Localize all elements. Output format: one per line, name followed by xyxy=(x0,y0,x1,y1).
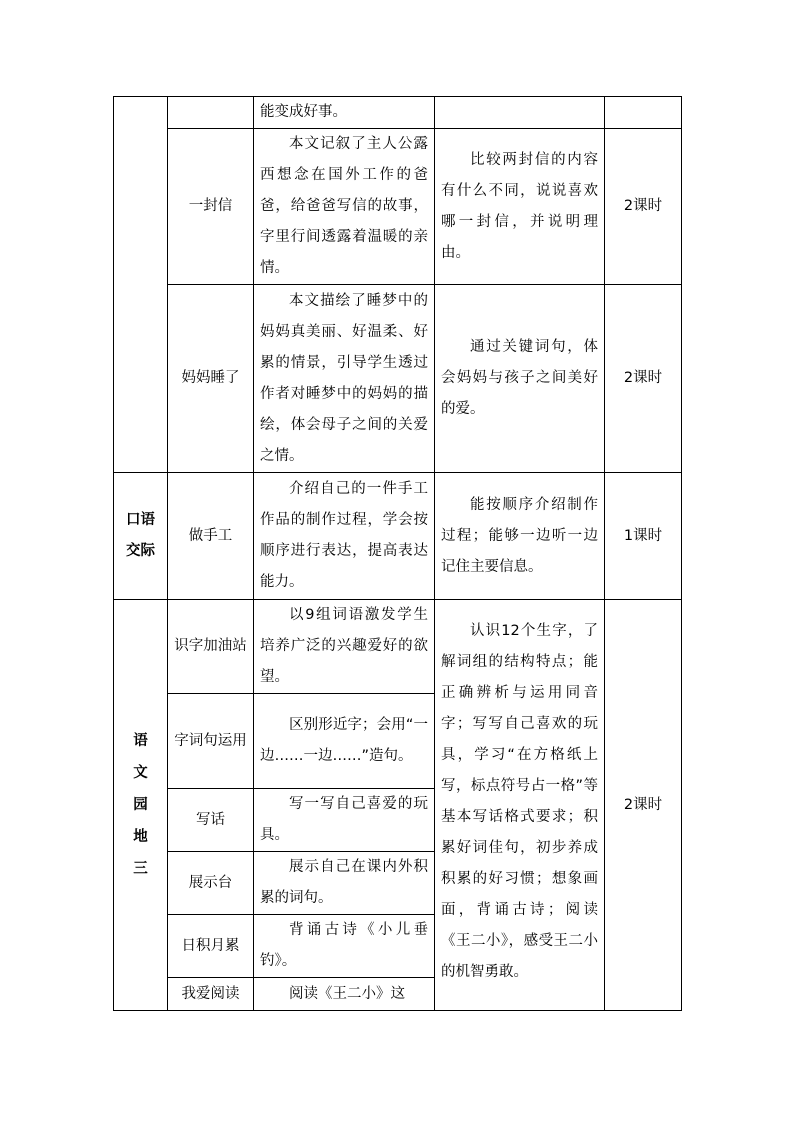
lesson-content: 背诵古诗《小儿垂钓》。 xyxy=(254,915,435,978)
lesson-content: 写一写自己喜爱的玩具。 xyxy=(254,789,435,852)
lesson-name: 日积月累 xyxy=(168,915,254,978)
lesson-hours xyxy=(605,97,682,129)
category-cell xyxy=(114,600,168,1011)
table-row xyxy=(114,285,682,473)
lesson-name: 写话 xyxy=(168,789,254,852)
lesson-goal: 通过关键词句，体会妈妈与孩子之间美好的爱。 xyxy=(435,285,605,473)
lesson-content: 能变成好事。 xyxy=(254,97,435,129)
category-label-line: 口语 xyxy=(126,512,155,528)
category-label-line: 交际 xyxy=(126,543,155,559)
category-char: 语 xyxy=(133,733,148,749)
lesson-name: 妈妈睡了 xyxy=(168,285,254,473)
category-cell xyxy=(114,97,168,473)
lesson-name: 字词句运用 xyxy=(168,694,254,789)
lesson-goal xyxy=(435,97,605,129)
lesson-name: 识字加油站 xyxy=(168,600,254,694)
table-row xyxy=(114,600,682,694)
lesson-name: 做手工 xyxy=(168,473,254,600)
lesson-goal: 比较两封信的内容有什么不同，说说喜欢哪一封信，并说明理由。 xyxy=(435,129,605,285)
table-row xyxy=(114,97,682,129)
category-char: 文 xyxy=(133,765,148,781)
lesson-content: 展示自己在课内外积累的词句。 xyxy=(254,852,435,915)
lesson-name: 一封信 xyxy=(168,129,254,285)
table-row xyxy=(114,129,682,285)
lesson-content: 介绍自己的一件手工作品的制作过程，学会按顺序进行表达，提高表达能力。 xyxy=(254,473,435,600)
lesson-hours: 1课时 xyxy=(605,473,682,600)
category-cell xyxy=(114,473,168,600)
lesson-hours: 2课时 xyxy=(605,129,682,285)
lesson-plan-table xyxy=(113,96,682,1011)
lesson-hours: 2课时 xyxy=(605,285,682,473)
table-row xyxy=(114,473,682,600)
lesson-content: 以9组词语激发学生培养广泛的兴趣爱好的欲望。 xyxy=(254,600,435,694)
lesson-content: 区别形近字；会用“一边……一边……”造句。 xyxy=(254,694,435,789)
category-char: 园 xyxy=(133,797,148,813)
lesson-goal: 认识12个生字，了解词组的结构特点；能正确辨析与运用同音字；写写自己喜欢的玩具，学习“在方格纸上写，标点符号占一格”等基本写话格式要求；积累好词佳句，初步养成积累的好习惯；想象画面，背诵古诗；阅读《王二小》，感受王二小的机智勇敢。 xyxy=(435,600,605,1011)
lesson-content: 阅读《王二小》这 xyxy=(254,978,435,1011)
lesson-content: 本文描绘了睡梦中的妈妈真美丽、好温柔、好累的情景，引导学生透过作者对睡梦中的妈妈的描绘，体会母子之间的关爱之情。 xyxy=(254,285,435,473)
lesson-name xyxy=(168,97,254,129)
category-char: 地 xyxy=(133,829,148,845)
lesson-goal: 能按顺序介绍制作过程；能够一边听一边记住主要信息。 xyxy=(435,473,605,600)
lesson-name: 展示台 xyxy=(168,852,254,915)
category-char: 三 xyxy=(133,861,148,877)
lesson-content: 本文记叙了主人公露西想念在国外工作的爸爸，给爸爸写信的故事，字里行间透露着温暖的亲情。 xyxy=(254,129,435,285)
lesson-hours: 2课时 xyxy=(605,600,682,1011)
lesson-name: 我爱阅读 xyxy=(168,978,254,1011)
